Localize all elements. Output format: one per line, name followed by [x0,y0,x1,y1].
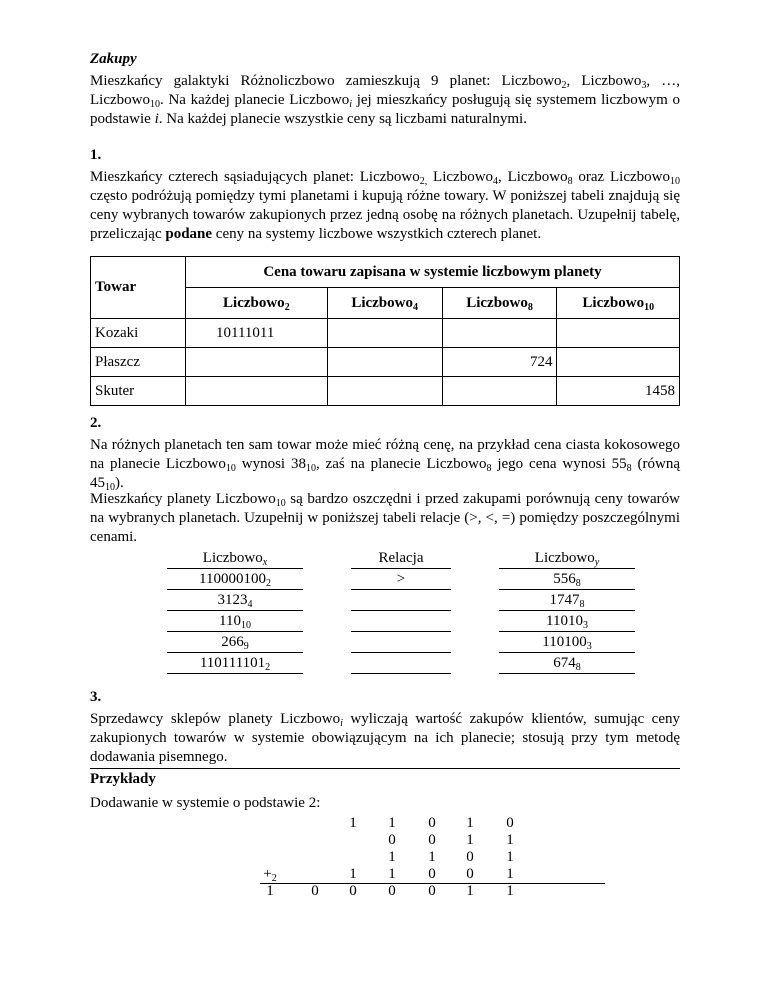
relation-cell[interactable] [351,632,451,653]
price-cell[interactable]: 1458 [557,377,680,406]
digit: 1 [428,849,436,865]
digit: 0 [349,883,357,899]
rel-head-x: Liczbowo$_x$ [167,548,303,569]
price-cell[interactable] [186,348,328,377]
intro-paragraph: Mieszkańcy galaktyki Różnoliczbowo zamieszkują 9 planet: Liczbowo$_2$, Liczbowo$_3$, …, Liczbowo$_{10}$. Na każdej planecie Liczbowo$_i$ jej mieszkańcy posługują się systemem liczbowym o podstawie i. Na każdej planecie wszystkie ceny są liczbami naturalnymi. [90,73,681,127]
digit: 1 [506,832,514,848]
price-cell[interactable] [327,348,442,377]
section-2-text-2: Mieszkańcy planety Liczbowo$_{10}$ są bardzo oszczędni i przed zakupami porównują ceny towarów na wybranych planetach. Uzupełnij w poniższej tabeli relacje (>, <, =) pomiędzy poszczególnymi cenami. [90,491,680,545]
digit: 0 [388,883,396,899]
table-row [91,348,680,377]
relation-cell[interactable] [351,590,451,611]
value-x: $110000100_2$ [167,569,303,590]
col-towar: Towar [91,257,186,319]
relation-row [167,611,635,632]
value-y: $110100_3$ [499,632,635,653]
relation-cell[interactable] [351,611,451,632]
digit: 0 [466,866,474,882]
relation-cell[interactable] [351,653,451,674]
value-x: $110_{10}$ [167,611,303,632]
price-cell[interactable] [327,377,442,406]
row-label: Kozaki [91,319,186,348]
rel-head-relation: Relacja [351,548,451,569]
section-2-text-1: Na różnych planetach ten sam towar może mieć różną cenę, na przykład cena ciasta kokosowego na planecie Liczbowo$_{10}$ wynosi $38_{10}$, zaś na planecie Liczbowo$_8$ jego cena wynosi $55_8$ (równą $45_{10}$). [90,437,680,493]
col-planet: Liczbowo$_8$ [442,288,557,319]
addition-caption: Dodawanie w systemie o podstawie 2: [90,795,321,811]
digit: 0 [428,883,436,899]
row-label: Skuter [91,377,186,406]
col-planet: Liczbowo$_4$ [327,288,442,319]
digit: 1 [388,866,396,882]
digit: 0 [466,849,474,865]
row-label: Płaszcz [91,348,186,377]
digit: 1 [506,883,514,899]
section-2-number: 2. [90,415,102,431]
digit: 1 [266,883,274,899]
divider [90,768,680,769]
relation-cell[interactable]: > [351,569,451,590]
relation-row [167,590,635,611]
col-planet: Liczbowo$_{10}$ [557,288,680,319]
table-row [91,319,680,348]
table-row [91,377,680,406]
digit: 1 [349,815,357,831]
col-planet: Liczbowo$_2$ [186,288,328,319]
price-table [90,256,680,406]
col-cena: Cena towaru zapisana w systemie liczbowym planety [186,257,680,288]
relation-row [167,569,635,590]
section-3-number: 3. [90,689,102,705]
section-1-text: Mieszkańcy czterech sąsiadujących planet: Liczbowo$_{2,}$ Liczbowo$_4$, Liczbowo$_8$ oraz Liczbowo$_{10}$ często podróżują pomiędzy tymi planetami i kupują różne towary. W poniższej tabeli znajdują się ceny wybranych towarów zakupionych przez jedną osobę na różnych planetach. Uzupełnij tabelę, przeliczając podane ceny na systemy liczbowe wszystkich czterech planet. [90,169,680,242]
value-x: $110111101_2$ [167,653,303,674]
digit: 0 [428,815,436,831]
price-cell[interactable]: 10111011 [186,319,328,348]
price-cell[interactable] [557,319,680,348]
digit: 0 [388,832,396,848]
value-y: $1747_8$ [499,590,635,611]
plus-sign: $+_2$ [263,866,277,884]
value-y: $556_8$ [499,569,635,590]
sum-line [260,883,605,884]
value-x: $266_9$ [167,632,303,653]
price-cell[interactable] [327,319,442,348]
digit: 1 [466,883,474,899]
digit: 1 [466,832,474,848]
price-cell[interactable] [186,377,328,406]
price-cell[interactable]: 724 [442,348,557,377]
relation-row [167,653,635,674]
page-title: Zakupy [90,51,137,67]
digit: 1 [388,815,396,831]
digit: 0 [311,883,319,899]
value-y: $674_8$ [499,653,635,674]
value-x: $3123_4$ [167,590,303,611]
relation-table [167,548,635,674]
digit: 1 [506,866,514,882]
digit: 1 [466,815,474,831]
digit: 1 [506,849,514,865]
value-y: $11010_3$ [499,611,635,632]
price-cell[interactable] [442,319,557,348]
section-1-number: 1. [90,147,102,163]
relation-row [167,632,635,653]
digit: 0 [428,866,436,882]
price-cell[interactable] [557,348,680,377]
price-cell[interactable] [442,377,557,406]
examples-heading: Przykłady [90,771,156,787]
section-3-text: Sprzedawcy sklepów planety Liczbowo$_i$ wyliczają wartość zakupów klientów, sumując ceny zakupionych towarów w systemie obowiązującym na ich planecie; stosują przy tym metodę dodawania pisemnego. [90,711,680,765]
digit: 0 [428,832,436,848]
rel-head-y: Liczbowo$_y$ [499,548,635,569]
digit: 0 [506,815,514,831]
digit: 1 [388,849,396,865]
digit: 1 [349,866,357,882]
